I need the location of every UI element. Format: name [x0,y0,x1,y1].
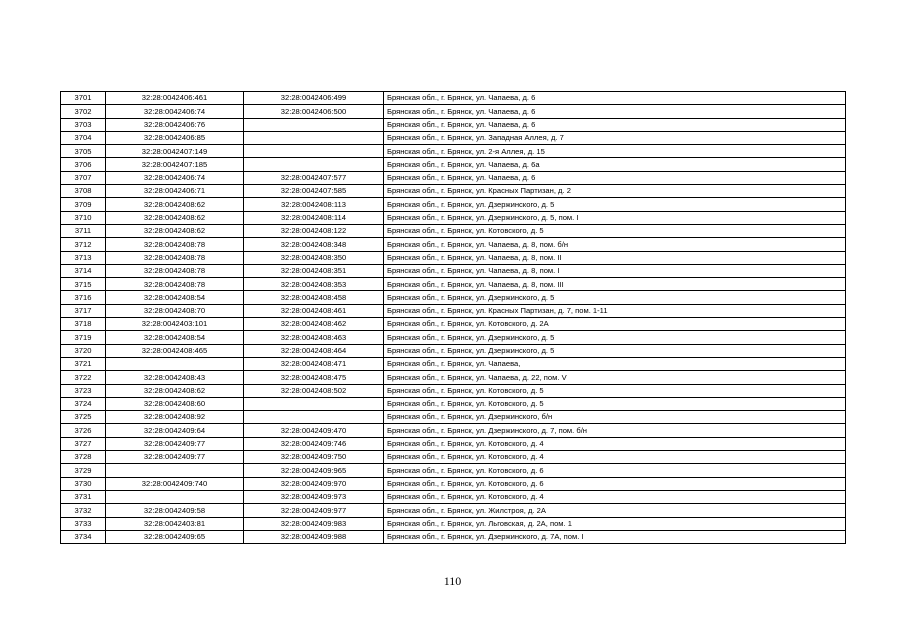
table-row [61,145,846,158]
address-cell: Брянская обл., г. Брянск, ул. Западная Аллея, д. 7 [384,131,846,144]
row-number-cell: 3714 [61,264,106,277]
address-cell: Брянская обл., г. Брянск, ул. Дзержинского, б/н [384,411,846,424]
row-number-cell: 3715 [61,278,106,291]
row-number-cell: 3710 [61,211,106,224]
object-cadastral-number-cell: 32:28:0042409:983 [244,517,384,530]
row-number-cell: 3708 [61,185,106,198]
cadastral-number-cell: 32:28:0042408:78 [106,238,244,251]
object-cadastral-number-cell: 32:28:0042408:502 [244,384,384,397]
table-row [61,211,846,224]
table-row [61,397,846,410]
row-number-cell: 3733 [61,517,106,530]
table-row [61,278,846,291]
object-cadastral-number-cell: 32:28:0042408:475 [244,371,384,384]
table-row [61,224,846,237]
table-row [61,118,846,131]
cadastral-number-cell: 32:28:0042408:78 [106,264,244,277]
row-number-cell: 3731 [61,490,106,503]
cadastral-number-cell: 32:28:0042409:64 [106,424,244,437]
cadastral-number-cell: 32:28:0042406:76 [106,118,244,131]
row-number-cell: 3711 [61,224,106,237]
row-number-cell: 3728 [61,451,106,464]
object-cadastral-number-cell: 32:28:0042409:973 [244,490,384,503]
row-number-cell: 3712 [61,238,106,251]
address-cell: Брянская обл., г. Брянск, ул. Чапаева, д. 8, пом. III [384,278,846,291]
cadastral-number-cell: 32:28:0042408:43 [106,371,244,384]
object-cadastral-number-cell: 32:28:0042406:500 [244,105,384,118]
row-number-cell: 3704 [61,131,106,144]
registry-table-body [61,92,846,544]
object-cadastral-number-cell: 32:28:0042409:470 [244,424,384,437]
row-number-cell: 3721 [61,357,106,370]
row-number-cell: 3717 [61,304,106,317]
address-cell: Брянская обл., г. Брянск, ул. Дзержинского, д. 5 [384,198,846,211]
object-cadastral-number-cell: 32:28:0042409:965 [244,464,384,477]
cadastral-number-cell: 32:28:0042408:62 [106,224,244,237]
cadastral-number-cell: 32:28:0042403:81 [106,517,244,530]
object-cadastral-number-cell: 32:28:0042409:977 [244,504,384,517]
row-number-cell: 3726 [61,424,106,437]
address-cell: Брянская обл., г. Брянск, ул. Котовского, д. 4 [384,451,846,464]
table-row [61,264,846,277]
table-row [61,105,846,118]
address-cell: Брянская обл., г. Брянск, ул. Чапаева, д. 6 [384,118,846,131]
row-number-cell: 3719 [61,331,106,344]
cadastral-number-cell: 32:28:0042409:77 [106,451,244,464]
object-cadastral-number-cell: 32:28:0042408:461 [244,304,384,317]
cadastral-number-cell: 32:28:0042408:78 [106,251,244,264]
table-row [61,92,846,105]
table-row [61,517,846,530]
table-row [61,251,846,264]
address-cell: Брянская обл., г. Брянск, ул. Дзержинского, д. 5 [384,344,846,357]
cadastral-number-cell: 32:28:0042406:74 [106,171,244,184]
address-cell: Брянская обл., г. Брянск, ул. Чапаева, [384,357,846,370]
row-number-cell: 3709 [61,198,106,211]
row-number-cell: 3706 [61,158,106,171]
row-number-cell: 3734 [61,530,106,543]
table-row [61,490,846,503]
table-row [61,357,846,370]
cadastral-number-cell: 32:28:0042408:62 [106,384,244,397]
address-cell: Брянская обл., г. Брянск, ул. Чапаева, д. 8, пом. б/н [384,238,846,251]
object-cadastral-number-cell: 32:28:0042409:750 [244,451,384,464]
table-row [61,131,846,144]
row-number-cell: 3732 [61,504,106,517]
cadastral-number-cell: 32:28:0042409:740 [106,477,244,490]
table-row [61,198,846,211]
object-cadastral-number-cell [244,411,384,424]
row-number-cell: 3702 [61,105,106,118]
object-cadastral-number-cell: 32:28:0042408:462 [244,318,384,331]
row-number-cell: 3718 [61,318,106,331]
row-number-cell: 3716 [61,291,106,304]
table-row [61,411,846,424]
object-cadastral-number-cell: 32:28:0042408:114 [244,211,384,224]
cadastral-number-cell: 32:28:0042409:58 [106,504,244,517]
cadastral-number-cell [106,464,244,477]
cadastral-number-cell [106,357,244,370]
table-row [61,238,846,251]
cadastral-number-cell: 32:28:0042408:54 [106,291,244,304]
row-number-cell: 3703 [61,118,106,131]
address-cell: Брянская обл., г. Брянск, ул. Жилстроя, д. 2А [384,504,846,517]
table-row [61,424,846,437]
row-number-cell: 3723 [61,384,106,397]
object-cadastral-number-cell: 32:28:0042408:353 [244,278,384,291]
row-number-cell: 3705 [61,145,106,158]
address-cell: Брянская обл., г. Брянск, ул. Котовского, д. 6 [384,464,846,477]
address-cell: Брянская обл., г. Брянск, ул. Чапаева, д. 6 [384,105,846,118]
cadastral-number-cell: 32:28:0042408:70 [106,304,244,317]
row-number-cell: 3701 [61,92,106,105]
row-number-cell: 3725 [61,411,106,424]
object-cadastral-number-cell: 32:28:0042407:585 [244,185,384,198]
table-row [61,451,846,464]
address-cell: Брянская обл., г. Брянск, ул. Чапаева, д. 8, пом. II [384,251,846,264]
address-cell: Брянская обл., г. Брянск, ул. Котовского, д. 5 [384,224,846,237]
object-cadastral-number-cell: 32:28:0042408:350 [244,251,384,264]
table-row [61,185,846,198]
row-number-cell: 3730 [61,477,106,490]
table-row [61,171,846,184]
object-cadastral-number-cell [244,118,384,131]
address-cell: Брянская обл., г. Брянск, ул. Чапаева, д. 6 [384,92,846,105]
address-cell: Брянская обл., г. Брянск, ул. Красных Партизан, д. 7, пом. 1-11 [384,304,846,317]
object-cadastral-number-cell: 32:28:0042408:458 [244,291,384,304]
object-cadastral-number-cell: 32:28:0042408:122 [244,224,384,237]
cadastral-number-cell: 32:28:0042409:77 [106,437,244,450]
table-row [61,318,846,331]
object-cadastral-number-cell: 32:28:0042408:348 [244,238,384,251]
address-cell: Брянская обл., г. Брянск, ул. Чапаева, д. 6а [384,158,846,171]
address-cell: Брянская обл., г. Брянск, ул. Дзержинского, д. 5 [384,291,846,304]
table-row [61,477,846,490]
object-cadastral-number-cell [244,131,384,144]
address-cell: Брянская обл., г. Брянск, ул. Дзержинского, д. 7А, пом. I [384,530,846,543]
object-cadastral-number-cell: 32:28:0042408:463 [244,331,384,344]
row-number-cell: 3722 [61,371,106,384]
table-row [61,464,846,477]
cadastral-number-cell [106,490,244,503]
cadastral-number-cell: 32:28:0042408:62 [106,198,244,211]
cadastral-number-cell: 32:28:0042406:85 [106,131,244,144]
address-cell: Брянская обл., г. Брянск, ул. Котовского, д. 4 [384,437,846,450]
cadastral-number-cell: 32:28:0042407:149 [106,145,244,158]
row-number-cell: 3729 [61,464,106,477]
address-cell: Брянская обл., г. Брянск, ул. Льговская, д. 2А, пом. 1 [384,517,846,530]
object-cadastral-number-cell: 32:28:0042408:471 [244,357,384,370]
object-cadastral-number-cell: 32:28:0042408:464 [244,344,384,357]
address-cell: Брянская обл., г. Брянск, ул. Дзержинского, д. 5 [384,331,846,344]
address-cell: Брянская обл., г. Брянск, ул. Котовского, д. 2А [384,318,846,331]
address-cell: Брянская обл., г. Брянск, ул. Котовского, д. 5 [384,397,846,410]
address-cell: Брянская обл., г. Брянск, ул. Котовского, д. 4 [384,490,846,503]
cadastral-number-cell: 32:28:0042406:74 [106,105,244,118]
address-cell: Брянская обл., г. Брянск, ул. Чапаева, д. 6 [384,171,846,184]
address-cell: Брянская обл., г. Брянск, ул. Чапаева, д. 22, пом. V [384,371,846,384]
address-cell: Брянская обл., г. Брянск, ул. 2-я Аллея, д. 15 [384,145,846,158]
cadastral-number-cell: 32:28:0042403:101 [106,318,244,331]
page-number: 110 [443,574,462,588]
table-row [61,384,846,397]
object-cadastral-number-cell: 32:28:0042406:499 [244,92,384,105]
table-row [61,437,846,450]
registry-table [60,91,846,544]
row-number-cell: 3720 [61,344,106,357]
address-cell: Брянская обл., г. Брянск, ул. Котовского, д. 6 [384,477,846,490]
object-cadastral-number-cell [244,145,384,158]
address-cell: Брянская обл., г. Брянск, ул. Дзержинского, д. 5, пом. I [384,211,846,224]
table-row [61,530,846,543]
row-number-cell: 3707 [61,171,106,184]
cadastral-number-cell: 32:28:0042407:185 [106,158,244,171]
cadastral-number-cell: 32:28:0042408:78 [106,278,244,291]
cadastral-number-cell: 32:28:0042408:92 [106,411,244,424]
address-cell: Брянская обл., г. Брянск, ул. Чапаева, д. 8, пом. I [384,264,846,277]
address-cell: Брянская обл., г. Брянск, ул. Котовского, д. 5 [384,384,846,397]
table-row [61,331,846,344]
cadastral-number-cell: 32:28:0042408:54 [106,331,244,344]
table-row [61,371,846,384]
object-cadastral-number-cell: 32:28:0042409:970 [244,477,384,490]
object-cadastral-number-cell: 32:28:0042409:988 [244,530,384,543]
table-row [61,344,846,357]
object-cadastral-number-cell: 32:28:0042407:577 [244,171,384,184]
object-cadastral-number-cell: 32:28:0042408:351 [244,264,384,277]
cadastral-number-cell: 32:28:0042406:461 [106,92,244,105]
cadastral-number-cell: 32:28:0042409:65 [106,530,244,543]
table-row [61,304,846,317]
address-cell: Брянская обл., г. Брянск, ул. Дзержинского, д. 7, пом. б/н [384,424,846,437]
cadastral-number-cell: 32:28:0042408:60 [106,397,244,410]
row-number-cell: 3724 [61,397,106,410]
object-cadastral-number-cell: 32:28:0042409:746 [244,437,384,450]
table-row [61,158,846,171]
row-number-cell: 3713 [61,251,106,264]
row-number-cell: 3727 [61,437,106,450]
object-cadastral-number-cell: 32:28:0042408:113 [244,198,384,211]
object-cadastral-number-cell [244,158,384,171]
table-row [61,291,846,304]
cadastral-number-cell: 32:28:0042408:465 [106,344,244,357]
object-cadastral-number-cell [244,397,384,410]
cadastral-number-cell: 32:28:0042408:62 [106,211,244,224]
cadastral-number-cell: 32:28:0042406:71 [106,185,244,198]
table-row [61,504,846,517]
address-cell: Брянская обл., г. Брянск, ул. Красных Партизан, д. 2 [384,185,846,198]
